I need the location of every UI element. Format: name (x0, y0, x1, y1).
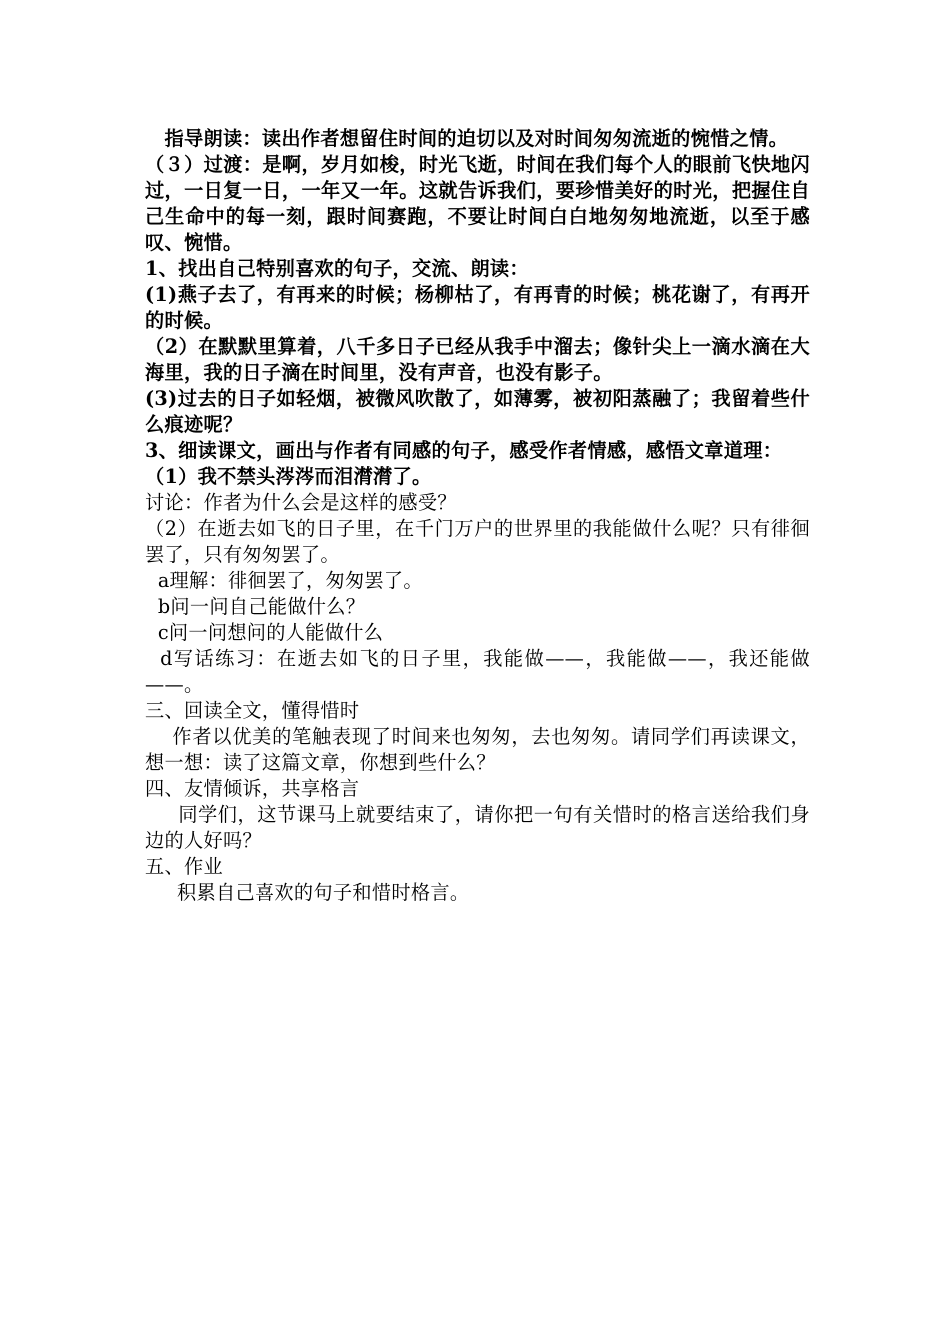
paragraph-discussion: 讨论：作者为什么会是这样的感受？ (145, 491, 457, 514)
section-heading-3: 三、回读全文，懂得惜时 (145, 699, 360, 722)
section-heading-5: 五、作业 (145, 855, 223, 878)
paragraph-share: 同学们，这节课马上就要结束了，请你把一句有关惜时的格言送给我们身边的人好吗？ (145, 803, 810, 852)
paragraph-transition: （３）过渡：是啊，岁月如梭，时光飞逝，时间在我们每个人的眼前飞快地闪过，一日复一日，一年又一年。这就告诉我们，要珍惜美好的时光，把握住自己生命中的每一刻，跟时间赛跑，不要让时间白白地匆匆地流逝，以至于感叹、惋惜。 (145, 153, 810, 254)
paragraph-item-a: a理解：徘徊罢了，匆匆罢了。 (145, 569, 423, 592)
paragraph-task-3: 3、细读课文，画出与作者有同感的句子，感受作者情感，感悟文章道理： (145, 439, 783, 462)
paragraph-quote-3: (3)过去的日子如轻烟，被微风吹散了，如薄雾，被初阳蒸融了；我留着些什么痕迹呢？ (145, 387, 810, 436)
paragraph-homework: 积累自己喜欢的句子和惜时格言。 (145, 881, 470, 904)
document-body (145, 126, 810, 906)
paragraph-sentence-1: （1）我不禁头涔涔而泪潸潸了。 (145, 465, 432, 488)
paragraph-reread: 作者以优美的笔触表现了时间来也匆匆，去也匆匆。请同学们再读课文，想一想：读了这篇文章，你想到些什么？ (145, 725, 810, 774)
paragraph-guided-reading: 指导朗读：读出作者想留住时间的迫切以及对时间匆匆流逝的惋惜之情。 (145, 127, 789, 150)
paragraph-task-1: 1、找出自己特别喜欢的句子，交流、朗读： (145, 257, 529, 280)
paragraph-item-b: b问一问自己能做什么？ (145, 595, 366, 618)
paragraph-quote-1: (1)燕子去了，有再来的时候；杨柳枯了，有再青的时候；桃花谢了，有再开的时候。 (145, 283, 810, 332)
paragraph-sentence-2: （2）在逝去如飞的日子里，在千门万户的世界里的我能做什么呢？只有徘徊罢了，只有匆匆罢了。 (145, 517, 810, 566)
paragraph-item-d: d写话练习：在逝去如飞的日子里，我能做——，我能做——，我还能做——。 (145, 647, 810, 696)
paragraph-quote-2: （2）在默默里算着，八千多日子已经从我手中溜去；像针尖上一滴水滴在大海里，我的日子滴在时间里，没有声音，也没有影子。 (145, 335, 810, 384)
paragraph-item-c: c问一问想问的人能做什么 (145, 621, 384, 644)
section-heading-4: 四、友情倾诉，共享格言 (145, 777, 360, 800)
